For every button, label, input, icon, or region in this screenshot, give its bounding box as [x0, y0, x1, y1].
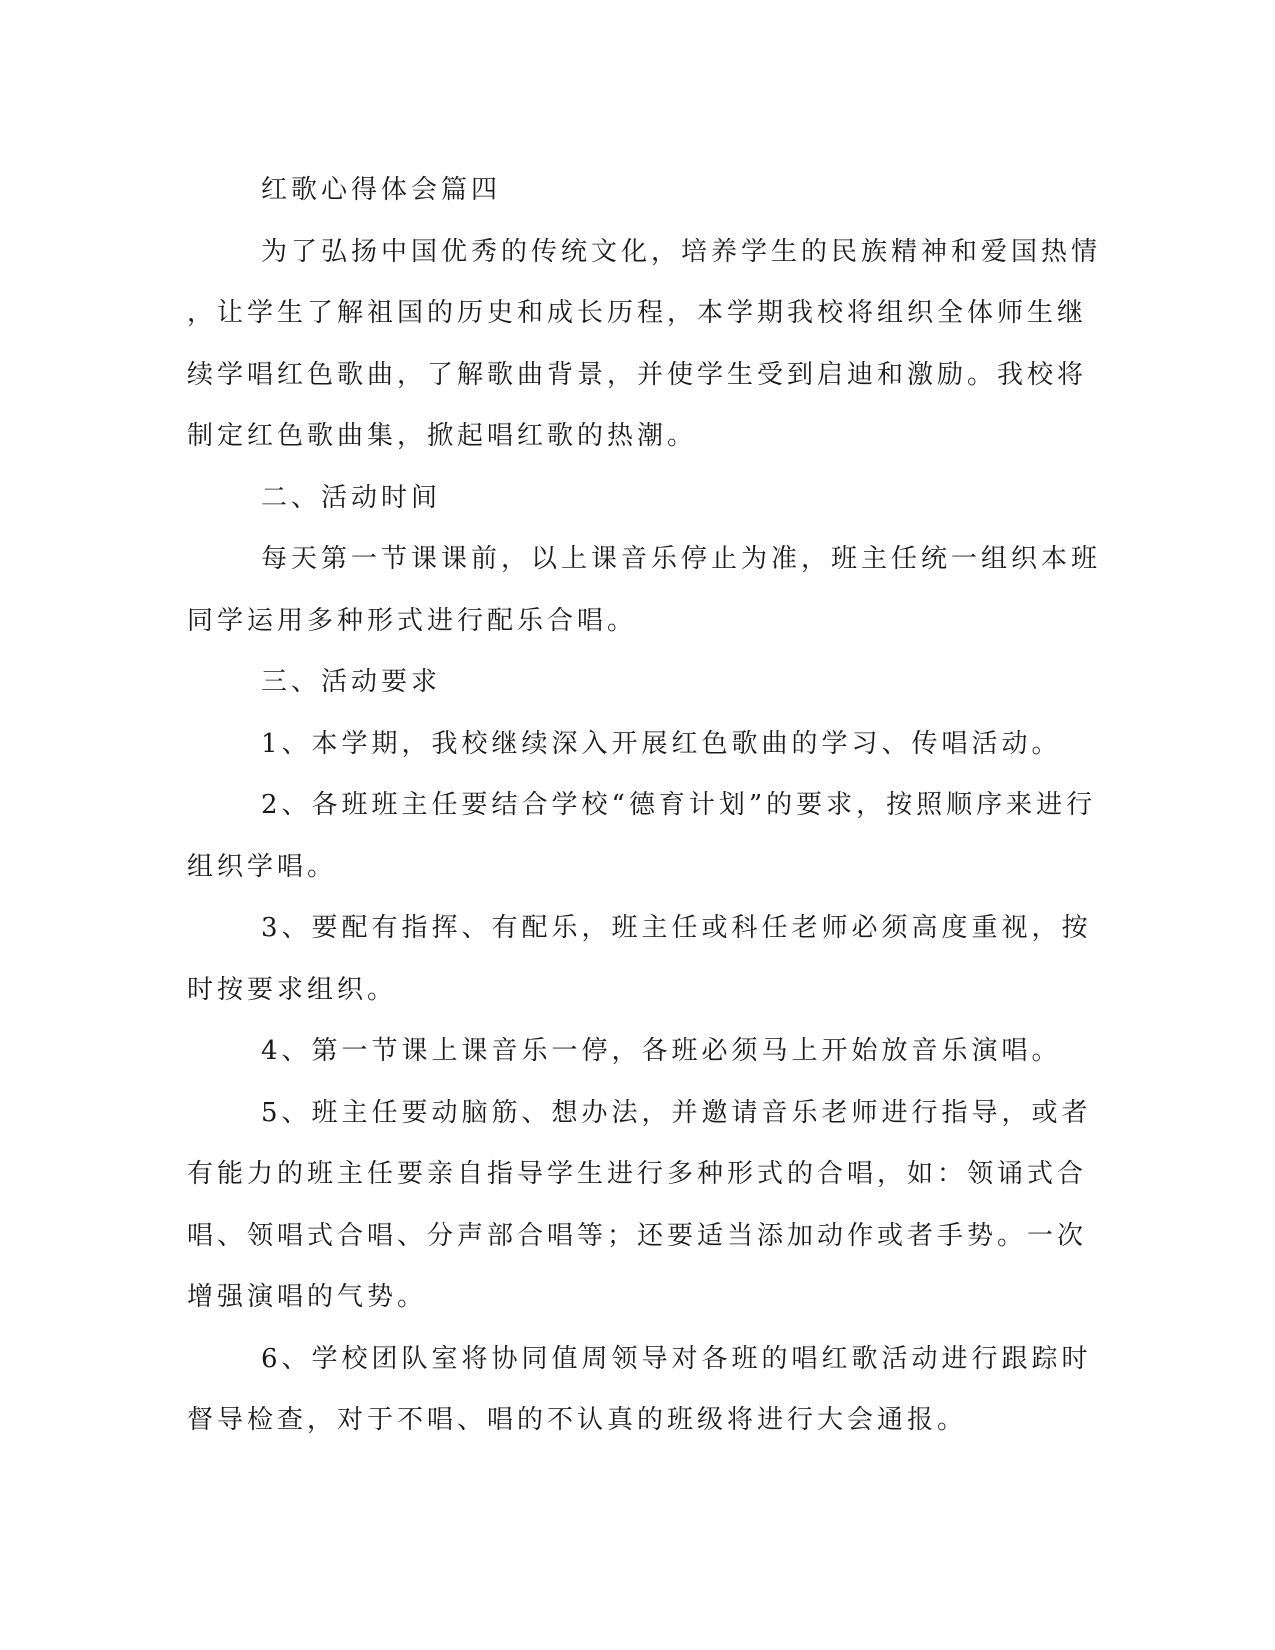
requirement-item-2: 2、各班班主任要结合学校“德育计划”的要求，按照顺序来进行	[261, 790, 1097, 820]
paragraph-line: 有能力的班主任要亲自指导学生进行多种形式的合唱，如：领诵式合	[187, 1159, 1088, 1189]
requirement-item-5: 5、班主任要动脑筋、想办法，并邀请音乐老师进行指导，或者	[261, 1097, 1092, 1128]
paragraph-line: 组织学唱。	[187, 851, 338, 882]
requirement-item-6: 6、学校团队室将协同值周领导对各班的唱红歌活动进行跟踪时	[261, 1343, 1092, 1374]
heading-activity-requirements: 三、活动要求	[261, 667, 442, 697]
requirement-item-3: 3、要配有指挥、有配乐，班主任或科任老师必须高度重视，按	[261, 913, 1092, 943]
paragraph-line: 时按要求组织。	[187, 974, 398, 1005]
paragraph-line: ，让学生了解祖国的历史和成长历程，本学期我校将组织全体师生继	[187, 298, 1088, 328]
paragraph-line: 每天第一节课课前，以上课音乐停止为准，班主任统一组织本班	[261, 544, 1102, 574]
paragraph-line: 督导检查，对于不唱、唱的不认真的班级将进行大会通报。	[187, 1405, 968, 1435]
paragraph-line: 同学运用多种形式进行配乐合唱。	[187, 605, 638, 636]
requirement-item-4: 4、第一节课上课音乐一停，各班必须马上开始放音乐演唱。	[261, 1036, 1062, 1066]
paragraph-line: 制定红色歌曲集，掀起唱红歌的热潮。	[187, 421, 698, 451]
paragraph-line: 为了弘扬中国优秀的传统文化，培养学生的民族精神和爱国热情	[261, 236, 1102, 267]
paragraph-line: 唱、领唱式合唱、分声部合唱等；还要适当添加动作或者手势。一次	[187, 1220, 1088, 1251]
heading-activity-time: 二、活动时间	[261, 482, 442, 513]
section-title: 红歌心得体会篇四	[261, 175, 502, 205]
requirement-item-1: 1、本学期，我校继续深入开展红色歌曲的学习、传唱活动。	[261, 728, 1062, 759]
paragraph-line: 增强演唱的气势。	[187, 1282, 428, 1312]
document-body	[187, 160, 1102, 1452]
paragraph-line: 续学唱红色歌曲，了解歌曲背景，并使学生受到启迪和激励。我校将	[187, 359, 1088, 390]
